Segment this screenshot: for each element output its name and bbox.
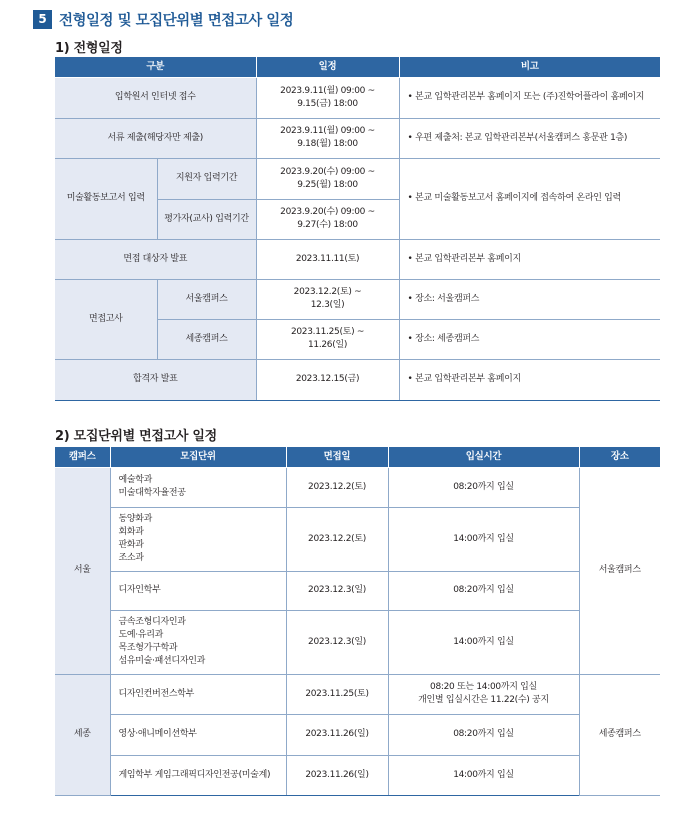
section-number-badge: 5 xyxy=(33,10,52,29)
row-label: 서류 제출(해당자만 제출) xyxy=(55,118,256,158)
header-time: 입실시간 xyxy=(388,447,579,467)
place-cell: 서울캠퍼스 xyxy=(579,467,660,674)
sub-label: 지원자 입력기간 xyxy=(157,158,256,199)
date-cell: 2023.11.26(일) xyxy=(286,755,388,795)
row-date: 2023.11.11(토) xyxy=(256,239,399,279)
header-place: 장소 xyxy=(579,447,660,467)
time-cell: 14:00까지 입실 xyxy=(388,755,579,795)
row-note: • 장소: 세종캠퍼스 xyxy=(399,319,660,359)
date-line: 2023.9.20(수) 09:00 ~ xyxy=(280,207,375,217)
date-cell: 2023.12.3(일) xyxy=(286,610,388,674)
row-date xyxy=(256,118,399,158)
date-cell: 2023.12.2(토) xyxy=(286,507,388,571)
unit-line: 조소과 xyxy=(118,553,144,563)
schedule-table xyxy=(55,57,660,401)
table-row xyxy=(55,507,660,571)
sub-label: 세종캠퍼스 xyxy=(157,319,256,359)
section-title xyxy=(33,9,293,29)
date-line: 9.27(수) 18:00 xyxy=(297,220,358,230)
schedule-subtitle: 1) 전형일정 xyxy=(55,41,123,56)
header-date: 일정 xyxy=(256,57,399,77)
date-line: 2023.9.11(월) 09:00 ~ xyxy=(280,85,375,96)
date-line: 2023.12.2(토) ~ xyxy=(293,287,362,297)
sub-label: 서울캠퍼스 xyxy=(157,279,256,319)
date-line: 9.18(월) 18:00 xyxy=(297,139,358,149)
time-line: 08:20 또는 14:00까지 입실 xyxy=(430,682,537,692)
table-row xyxy=(55,279,660,319)
date-line: 12.3(일) xyxy=(310,300,345,310)
table-row xyxy=(55,467,660,507)
table-row xyxy=(55,77,660,118)
header-date: 면접일 xyxy=(286,447,388,467)
unit-line: 동양화과 xyxy=(118,514,153,524)
table-row xyxy=(55,714,660,755)
time-cell: 08:20까지 입실 xyxy=(388,571,579,610)
place-cell: 세종캠퍼스 xyxy=(579,674,660,795)
row-note: • 본교 입학관리본부 홈페이지 xyxy=(399,239,660,279)
date-line: 11.26(일) xyxy=(307,340,348,350)
table-row xyxy=(55,674,660,714)
unit-line: 회화과 xyxy=(118,527,144,537)
unit-cell xyxy=(110,507,286,571)
header-campus: 캠퍼스 xyxy=(55,447,110,467)
table-row xyxy=(55,755,660,795)
row-date xyxy=(256,319,399,359)
row-date xyxy=(256,199,399,239)
row-label: 면접고사 xyxy=(55,279,157,359)
unit-line: 금속조형디자인과 xyxy=(118,617,186,627)
unit-cell: 디자인컨버전스학부 xyxy=(110,674,286,714)
unit-cell: 게임학부 게임그래픽디자인전공(미술계) xyxy=(110,755,286,795)
row-note: • 본교 미술활동보고서 홈페이지에 접속하여 온라인 입력 xyxy=(399,158,660,239)
unit-line: 목조형가구학과 xyxy=(118,643,178,653)
date-cell: 2023.11.26(일) xyxy=(286,714,388,755)
time-cell xyxy=(388,674,579,714)
table-row xyxy=(55,239,660,279)
row-note: • 본교 입학관리본부 홈페이지 xyxy=(399,359,660,400)
row-note: • 우편 제출처: 본교 입학관리본부(서울캠퍼스 홍문관 1층) xyxy=(399,118,660,158)
row-date xyxy=(256,279,399,319)
interview-table xyxy=(55,447,660,796)
date-line: 9.15(금) 18:00 xyxy=(297,98,358,109)
date-line: 9.25(월) 18:00 xyxy=(297,179,358,190)
unit-cell xyxy=(110,467,286,507)
table-row xyxy=(55,158,660,199)
unit-line: 판화과 xyxy=(118,540,144,550)
table-row xyxy=(55,610,660,674)
campus-cell: 세종 xyxy=(55,674,110,795)
row-note: • 장소: 서울캠퍼스 xyxy=(399,279,660,319)
unit-line: 도예·유리과 xyxy=(118,630,164,640)
row-label: 면접 대상자 발표 xyxy=(55,239,256,279)
row-date xyxy=(256,158,399,199)
time-cell: 08:20까지 입실 xyxy=(388,467,579,507)
unit-cell: 영상·애니메이션학부 xyxy=(110,714,286,755)
sub-label: 평가자(교사) 입력기간 xyxy=(157,199,256,239)
section-title-text: 전형일정 및 모집단위별 면접고사 일정 xyxy=(59,12,294,29)
date-line: 2023.9.20(수) 09:00 ~ xyxy=(280,166,375,177)
unit-line: 섬유미술·패션디자인과 xyxy=(118,656,206,666)
date-cell: 2023.12.3(일) xyxy=(286,571,388,610)
header-category: 구분 xyxy=(55,57,256,77)
table-row xyxy=(55,571,660,610)
row-label: 미술활동보고서 입력 xyxy=(55,158,157,239)
interview-subtitle: 2) 모집단위별 면접고사 일정 xyxy=(55,429,217,444)
unit-cell: 디자인학부 xyxy=(110,571,286,610)
time-cell: 14:00까지 입실 xyxy=(388,507,579,571)
row-note: • 본교 입학관리본부 홈페이지 또는 (주)진학어플라이 홈페이지 xyxy=(399,77,660,118)
row-date: 2023.12.15(금) xyxy=(256,359,399,400)
unit-line: 예술학과 xyxy=(118,475,153,485)
date-cell: 2023.11.25(토) xyxy=(286,674,388,714)
row-label: 합격자 발표 xyxy=(55,359,256,400)
time-cell: 08:20까지 입실 xyxy=(388,714,579,755)
date-line: 2023.11.25(토) ~ xyxy=(290,327,365,337)
table-row xyxy=(55,118,660,158)
time-cell: 14:00까지 입실 xyxy=(388,610,579,674)
header-unit: 모집단위 xyxy=(110,447,286,467)
unit-cell xyxy=(110,610,286,674)
date-line: 2023.9.11(월) 09:00 ~ xyxy=(280,126,375,136)
header-note: 비고 xyxy=(399,57,660,77)
time-line: 개인별 입실시간은 11.22(수) 공지 xyxy=(418,695,549,705)
row-label: 입학원서 인터넷 접수 xyxy=(55,77,256,118)
date-cell: 2023.12.2(토) xyxy=(286,467,388,507)
unit-line: 미술대학자율전공 xyxy=(118,488,186,498)
row-date xyxy=(256,77,399,118)
campus-cell: 서울 xyxy=(55,467,110,674)
table-row xyxy=(55,359,660,400)
